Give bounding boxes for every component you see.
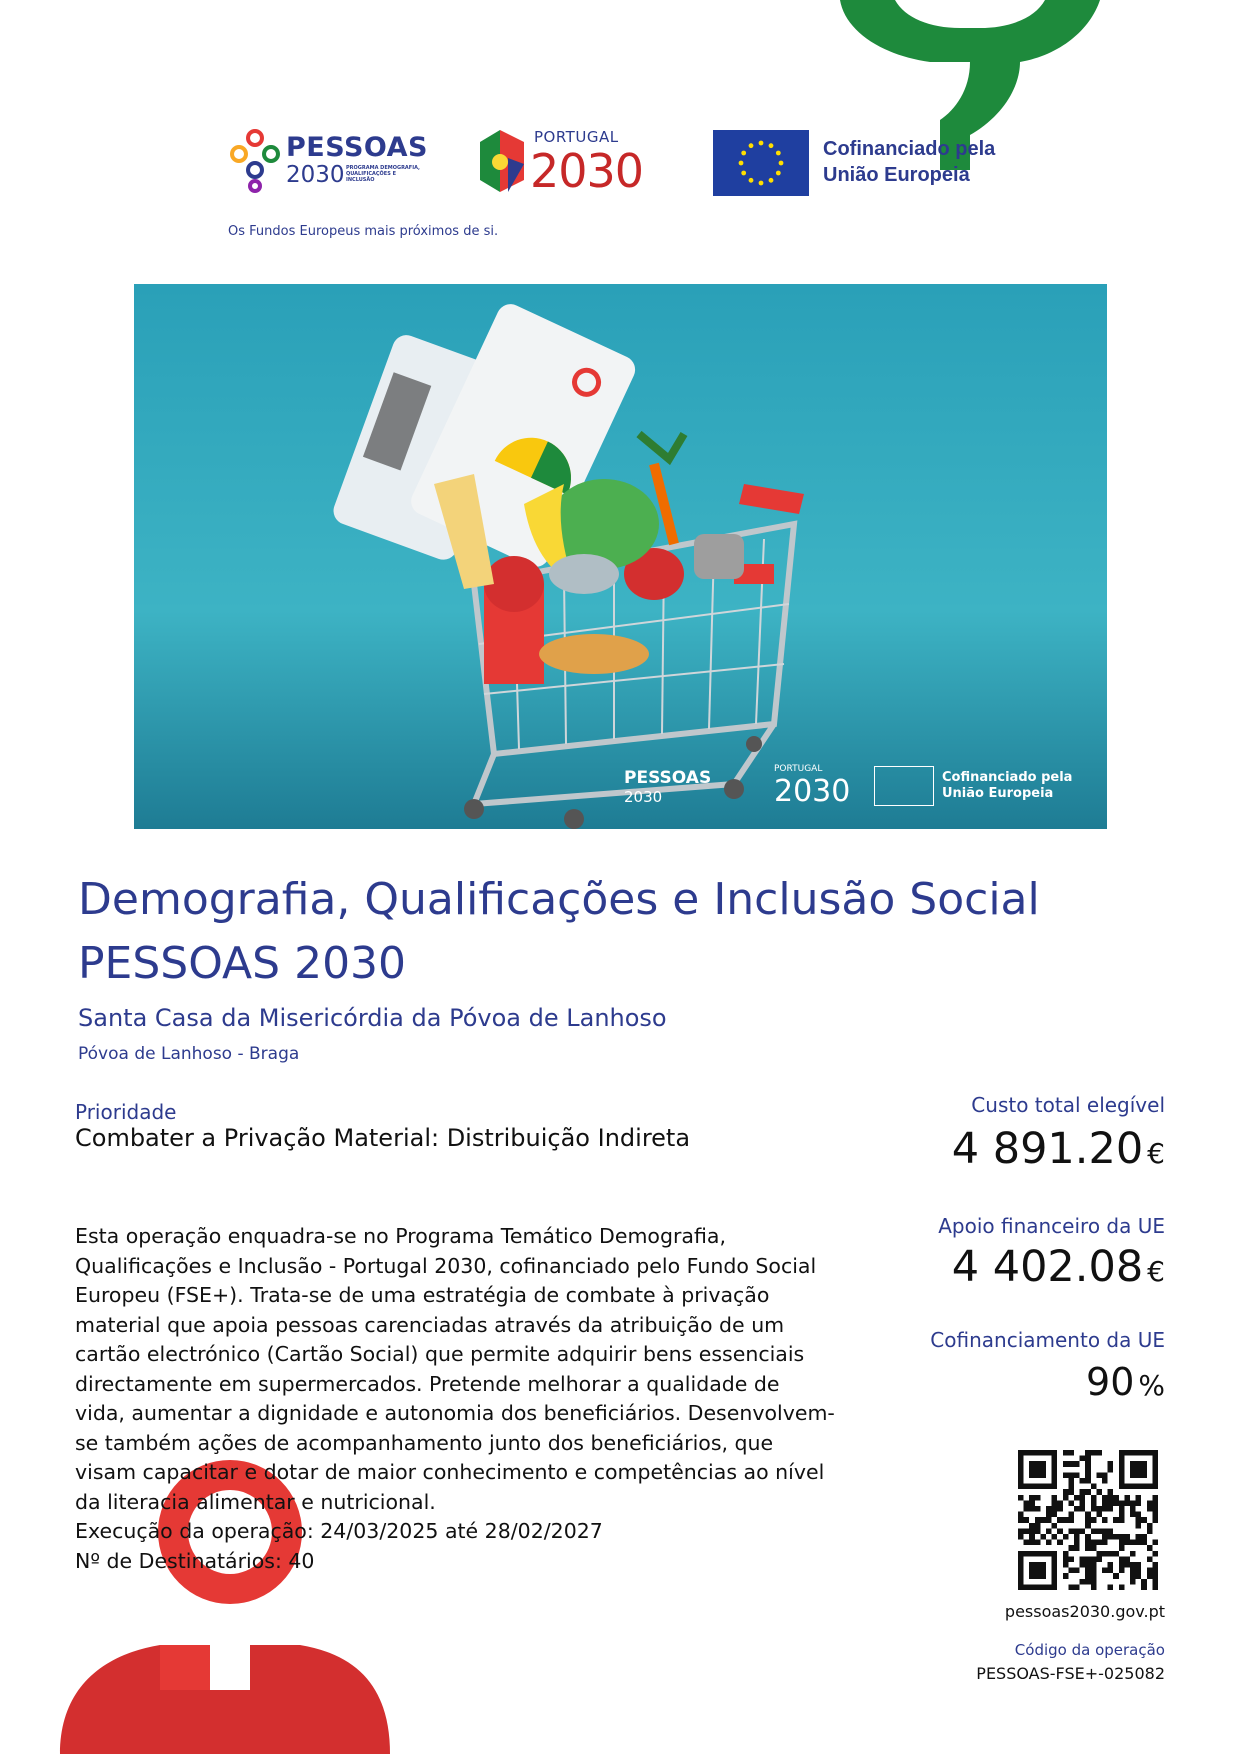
total-cost-label: Custo total elegível	[971, 1093, 1165, 1117]
eu-star-icon	[749, 178, 754, 183]
hero-pessoas-logo: PESSOAS	[624, 768, 712, 788]
eu-logo-line1: Cofinanciado pela	[823, 138, 996, 160]
eu-star-icon	[749, 143, 754, 148]
eu-support-unit: €	[1147, 1255, 1165, 1288]
operation-code: PESSOAS-FSE+-025082	[976, 1664, 1165, 1683]
pessoas-logo-year: 2030	[286, 162, 345, 188]
operation-description	[75, 1222, 835, 1576]
eu-star-icon	[741, 151, 746, 156]
cofinancing-label: Cofinanciamento da UE	[930, 1328, 1165, 1352]
operation-code-label: Código da operação	[1014, 1641, 1165, 1659]
hero-pessoas-year: 2030	[624, 788, 663, 806]
eu-support-label: Apoio financeiro da UE	[938, 1214, 1165, 1238]
eu-logo-line2: União Europeia	[823, 164, 970, 186]
portugal-flag-icon	[478, 128, 528, 194]
pessoas-logo-name: PESSOAS	[286, 132, 428, 163]
eu-support	[952, 1242, 1165, 1292]
pessoas-logo-subtitle: PROGRAMA DEMOGRAFIA, QUALIFICAÇÕES E INCLUSÃO	[346, 165, 420, 183]
eu-star-icon	[769, 143, 774, 148]
priority-label: Prioridade	[75, 1100, 177, 1124]
website-link[interactable]: pessoas2030.gov.pt	[1004, 1602, 1165, 1621]
cofinancing-value: 90	[1086, 1360, 1135, 1404]
hero-portugal-label: PORTUGAL	[774, 764, 823, 774]
title-line1: Demografia, Qualificações e Inclusão Social	[78, 874, 1040, 925]
priority-value: Combater a Privação Material: Distribuição Indireta	[75, 1124, 691, 1152]
eu-star-icon	[739, 161, 744, 166]
execution-period: Execução da operação: 24/03/2025 até 28/02/2027	[75, 1519, 603, 1543]
eu-star-icon	[776, 171, 781, 176]
eu-star-icon	[741, 171, 746, 176]
hero-image	[134, 284, 1107, 829]
eu-star-icon	[759, 141, 764, 146]
total-cost-unit: €	[1147, 1137, 1165, 1170]
eu-star-icon	[759, 181, 764, 186]
qr-code[interactable]	[1018, 1450, 1158, 1590]
beneficiary-name: Santa Casa da Misericórdia da Póvoa de Lanhoso	[78, 1004, 667, 1032]
eu-star-icon	[769, 178, 774, 183]
page-title	[78, 868, 1118, 996]
hero-portugal-year: 2030	[774, 774, 851, 809]
hero-eu-line1: Cofinanciado pela	[942, 770, 1073, 785]
title-line2: PESSOAS 2030	[78, 938, 407, 989]
eu-support-value: 4 402.08	[951, 1242, 1144, 1292]
pessoas-logo-icon	[228, 128, 282, 194]
eu-star-icon	[779, 161, 784, 166]
description-text: Esta operação enquadra-se no Programa Temático Demografia, Qualificações e Inclusão - Portugal 2030, cofinanciado pelo Fundo Social Europeu (FSE+). Trata-se de uma estratégia de combate à privação material que apoia pessoas carenciadas através da atribuição de um cartão electrónico (Cartão Social) que permite adquirir bens essenciais directamente em supermercados. Pretende melhorar a qualidade de vida, aumentar a dignidade e autonomia dos beneficiários. Desenvolvem-se também ações de acompanhamento junto dos beneficiários, que visam capacitar e dotar de maior conhecimento e competências ao nível da literacia alimentar e nutricional.	[75, 1224, 835, 1514]
eu-flag-icon	[713, 130, 809, 196]
portugal-logo-year: 2030	[530, 144, 644, 198]
hero-overlay-logos	[624, 764, 1094, 814]
cofinancing-unit: %	[1138, 1369, 1165, 1402]
eu-cofinancing-logo	[713, 130, 1013, 196]
recipients-count: Nº de Destinatários: 40	[75, 1548, 315, 1573]
portugal-2030-logo	[478, 128, 658, 198]
shopping-cart-illustration	[134, 284, 1107, 829]
total-cost-value: 4 891.20	[951, 1124, 1144, 1174]
total-cost	[952, 1124, 1165, 1174]
tagline: Os Fundos Europeus mais próximos de si.	[228, 224, 499, 239]
hero-eu-flag-icon	[874, 766, 934, 806]
eu-star-icon	[776, 151, 781, 156]
cofinancing-rate	[1086, 1360, 1165, 1404]
location: Póvoa de Lanhoso - Braga	[78, 1044, 300, 1064]
hero-eu-line2: União Europeia	[942, 786, 1054, 801]
portugal-logo-label: PORTUGAL	[534, 128, 619, 146]
pessoas-2030-logo	[228, 128, 428, 198]
